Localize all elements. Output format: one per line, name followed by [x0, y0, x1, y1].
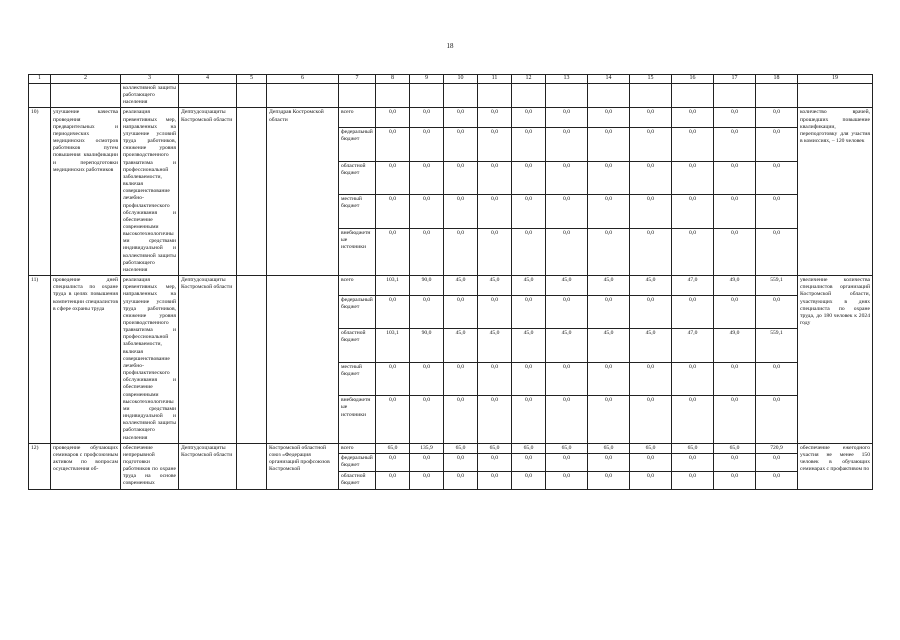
value-cell: 0,0 [376, 362, 410, 396]
value-cell: 65,0 [630, 443, 672, 453]
value-cell: 559,1 [756, 329, 798, 363]
value-cell: 0,0 [444, 396, 478, 443]
column-number: 15 [630, 75, 672, 84]
value-cell: 0,0 [630, 195, 672, 229]
column-number: 4 [179, 75, 237, 84]
value-cell: 0,0 [410, 362, 444, 396]
value-cell: 65,0 [546, 443, 588, 453]
funding-source: внебюджетные источники [339, 396, 376, 443]
value-cell: 45,0 [630, 329, 672, 363]
value-cell: 0,0 [478, 108, 512, 128]
value-cell: 65,0 [478, 443, 512, 453]
value-cell: 0,0 [714, 128, 756, 162]
value-cell: 0,0 [512, 161, 546, 195]
column-5 [237, 276, 267, 444]
expected-result: увеличение количества специалистов организаций Костромской области, участвующих в днях специалиста по охране труда, до 180 человек к 2024 году [798, 276, 873, 444]
column-number: 16 [672, 75, 714, 84]
funding-source: федеральный бюджет [339, 454, 376, 472]
value-cell: 0,0 [714, 161, 756, 195]
value-cell: 0,0 [630, 228, 672, 275]
value-cell: 0,0 [588, 295, 630, 329]
value-cell: 65,0 [714, 443, 756, 453]
page-number: 18 [446, 42, 454, 50]
value-cell: 0,0 [672, 161, 714, 195]
value-cell: 49,0 [714, 329, 756, 363]
participant [267, 276, 339, 444]
value-cell: 0,0 [672, 228, 714, 275]
funding-source: федеральный бюджет [339, 295, 376, 329]
value-cell: 0,0 [410, 471, 444, 489]
value-cell: 0,0 [478, 128, 512, 162]
funding-source: областной бюджет [339, 471, 376, 489]
value-cell: 0,0 [756, 362, 798, 396]
value-cell: 0,0 [410, 161, 444, 195]
column-number: 1 [29, 75, 51, 84]
value-cell: 0,0 [546, 161, 588, 195]
value-cell: 0,0 [714, 396, 756, 443]
value-cell: 0,0 [444, 454, 478, 472]
value-cell: 0,0 [444, 228, 478, 275]
value-cell: 0,0 [588, 161, 630, 195]
value-cell: 45,0 [588, 276, 630, 296]
funding-source: областной бюджет [339, 161, 376, 195]
column-number: 14 [588, 75, 630, 84]
value-cell: 0,0 [756, 295, 798, 329]
value-cell: 0,0 [588, 454, 630, 472]
value-cell: 0,0 [512, 396, 546, 443]
value-cell: 45,0 [512, 329, 546, 363]
row-number: 12) [29, 443, 51, 489]
value-cell: 0,0 [546, 195, 588, 229]
value-cell: 0,0 [410, 108, 444, 128]
value-cell: 0,0 [630, 471, 672, 489]
funding-source: областной бюджет [339, 329, 376, 363]
value-cell: 720,9 [756, 443, 798, 453]
responsible-executor: Депtrудсоцзащиты Костромской области [179, 108, 237, 276]
value-cell: 0,0 [376, 454, 410, 472]
activity-name: улучшение качества проведения предварительных и периодических медицинских осмотров работников путем повышения квалификации и переподготовки медицинских работников [51, 108, 121, 276]
activity-name: проведение обучающих семинаров с профсоюзным активом по вопросам осуществления об- [51, 443, 121, 489]
column-5 [237, 108, 267, 276]
responsible-executor: Депtrудсоцзащиты Костромской области [179, 443, 237, 489]
row-number: 10) [29, 108, 51, 276]
value-cell: 0,0 [512, 362, 546, 396]
value-cell: 135,9 [410, 443, 444, 453]
value-cell: 0,0 [672, 362, 714, 396]
value-cell: 0,0 [546, 454, 588, 472]
value-cell: 0,0 [376, 396, 410, 443]
column-number: 18 [756, 75, 798, 84]
value-cell: 0,0 [756, 454, 798, 472]
value-cell: 0,0 [444, 195, 478, 229]
value-cell: 0,0 [714, 108, 756, 128]
value-cell: 0,0 [546, 295, 588, 329]
value-cell: 0,0 [512, 108, 546, 128]
value-cell: 0,0 [756, 396, 798, 443]
value-cell: 0,0 [756, 128, 798, 162]
column-number: 9 [410, 75, 444, 84]
value-cell: 90,0 [410, 276, 444, 296]
program-table [28, 74, 873, 490]
value-cell: 0,0 [512, 128, 546, 162]
value-cell: 45,0 [444, 329, 478, 363]
expected-result: количество врачей, прошедших повышение квалификации, переподготовку для участия в комиссиях, – 120 человек [798, 108, 873, 276]
value-cell: 65,0 [376, 443, 410, 453]
value-cell: 0,0 [478, 195, 512, 229]
value-cell: 0,0 [588, 471, 630, 489]
value-cell: 0,0 [512, 471, 546, 489]
value-cell: 0,0 [410, 295, 444, 329]
value-cell: 0,0 [546, 228, 588, 275]
value-cell: 45,0 [478, 276, 512, 296]
value-cell: 0,0 [512, 454, 546, 472]
value-cell: 103,1 [376, 329, 410, 363]
value-cell: 0,0 [756, 161, 798, 195]
value-cell: 0,0 [478, 161, 512, 195]
value-cell: 0,0 [714, 471, 756, 489]
value-cell: 65,0 [444, 443, 478, 453]
funding-source: местный бюджет [339, 362, 376, 396]
column-number: 17 [714, 75, 756, 84]
value-cell: 0,0 [630, 108, 672, 128]
funding-source: местный бюджет [339, 195, 376, 229]
expected-result: обеспечение ежегодного участия не менее 150 человек в обучающих семинарах с профактивом по [798, 443, 873, 489]
value-cell: 0,0 [630, 454, 672, 472]
value-cell: 0,0 [512, 295, 546, 329]
value-cell: 0,0 [444, 362, 478, 396]
value-cell: 47,0 [672, 329, 714, 363]
value-cell: 0,0 [444, 471, 478, 489]
funding-source: всего [339, 276, 376, 296]
value-cell: 0,0 [546, 362, 588, 396]
activity-measure: реализация превентивных мер, направленных на улучшение условий труда работников, снижение уровня производственного травматизма и профессиональной заболеваемости, включая совершенствование лечебно-профилактического обслуживания и обеспечение современными высокотехнологичными средствами индивидуальной и коллективной защиты работающего населения [121, 276, 179, 444]
value-cell: 0,0 [376, 128, 410, 162]
row-number: 11) [29, 276, 51, 444]
column-number: 7 [339, 75, 376, 84]
value-cell: 0,0 [588, 362, 630, 396]
value-cell: 0,0 [588, 128, 630, 162]
value-cell: 0,0 [444, 161, 478, 195]
value-cell: 0,0 [410, 128, 444, 162]
value-cell: 45,0 [630, 276, 672, 296]
activity-name: проведение дней специалиста по охране труда в целях повышения компетенции специалистов в сфере охраны труда [51, 276, 121, 444]
column-number: 10 [444, 75, 478, 84]
column-number: 19 [798, 75, 873, 84]
value-cell: 0,0 [672, 454, 714, 472]
value-cell: 0,0 [672, 396, 714, 443]
column-number: 5 [237, 75, 267, 84]
value-cell: 0,0 [444, 108, 478, 128]
table-row [29, 443, 873, 453]
value-cell: 0,0 [546, 471, 588, 489]
value-cell: 45,0 [588, 329, 630, 363]
participant: Депздрав Костромской области [267, 108, 339, 276]
value-cell: 45,0 [546, 276, 588, 296]
value-cell: 0,0 [672, 108, 714, 128]
value-cell: 0,0 [756, 228, 798, 275]
funding-source: всего [339, 443, 376, 453]
value-cell: 65,0 [512, 443, 546, 453]
value-cell: 0,0 [756, 471, 798, 489]
value-cell: 0,0 [714, 454, 756, 472]
value-cell: 0,0 [672, 195, 714, 229]
value-cell: 0,0 [478, 362, 512, 396]
value-cell: 0,0 [756, 108, 798, 128]
value-cell: 45,0 [546, 329, 588, 363]
value-cell: 45,0 [444, 276, 478, 296]
value-cell: 0,0 [478, 396, 512, 443]
value-cell: 0,0 [630, 161, 672, 195]
value-cell: 0,0 [630, 396, 672, 443]
responsible-executor: Депtrудсоцзащиты Костромской области [179, 276, 237, 444]
value-cell: 0,0 [546, 128, 588, 162]
value-cell: 0,0 [714, 228, 756, 275]
value-cell: 103,1 [376, 276, 410, 296]
column-number: 8 [376, 75, 410, 84]
value-cell: 0,0 [376, 195, 410, 229]
value-cell: 0,0 [376, 161, 410, 195]
column-5 [237, 443, 267, 489]
value-cell: 0,0 [512, 228, 546, 275]
funding-source: всего [339, 108, 376, 128]
value-cell: 65,0 [588, 443, 630, 453]
value-cell: 0,0 [444, 128, 478, 162]
value-cell: 0,0 [630, 295, 672, 329]
value-cell: 0,0 [376, 228, 410, 275]
value-cell: 0,0 [672, 471, 714, 489]
value-cell: 47,0 [672, 276, 714, 296]
value-cell: 0,0 [588, 195, 630, 229]
value-cell: 0,0 [588, 396, 630, 443]
column-number: 6 [267, 75, 339, 84]
activity-measure: обеспечение непрерывной подготовки работников по охране труда на основе современных [121, 443, 179, 489]
value-cell: 0,0 [714, 195, 756, 229]
column-number: 3 [121, 75, 179, 84]
table-row [29, 108, 873, 128]
value-cell: 0,0 [376, 471, 410, 489]
continuation-row [29, 84, 873, 108]
continuation-text: коллективной защиты работающего населения [121, 84, 179, 108]
value-cell: 0,0 [410, 195, 444, 229]
value-cell: 0,0 [714, 295, 756, 329]
value-cell: 0,0 [376, 295, 410, 329]
column-number: 13 [546, 75, 588, 84]
value-cell: 559,1 [756, 276, 798, 296]
value-cell: 0,0 [478, 454, 512, 472]
value-cell: 45,0 [478, 329, 512, 363]
value-cell: 0,0 [630, 362, 672, 396]
table-row [29, 276, 873, 296]
value-cell: 0,0 [512, 195, 546, 229]
column-number-row [29, 75, 873, 84]
value-cell: 49,0 [714, 276, 756, 296]
value-cell: 0,0 [588, 228, 630, 275]
value-cell: 0,0 [410, 228, 444, 275]
participant: Костромской областной союз «Федерация организаций профсоюзов Костромской [267, 443, 339, 489]
value-cell: 0,0 [478, 471, 512, 489]
column-number: 11 [478, 75, 512, 84]
value-cell: 65,0 [672, 443, 714, 453]
value-cell: 0,0 [410, 454, 444, 472]
value-cell: 0,0 [478, 228, 512, 275]
activity-measure: реализация превентивных мер, направленных на улучшение условий труда работников, снижение уровня производственного травматизма и профессиональной заболеваемости, включая совершенствование лечебно-профилактического обслуживания и обеспечение современными высокотехнологичными средствами индивидуальной и коллективной защиты работающего населения [121, 108, 179, 276]
value-cell: 45,0 [512, 276, 546, 296]
value-cell: 0,0 [444, 295, 478, 329]
value-cell: 90,0 [410, 329, 444, 363]
value-cell: 0,0 [630, 128, 672, 162]
column-number: 2 [51, 75, 121, 84]
value-cell: 0,0 [756, 195, 798, 229]
value-cell: 0,0 [588, 108, 630, 128]
value-cell: 0,0 [546, 108, 588, 128]
funding-source: федеральный бюджет [339, 128, 376, 162]
table-body [29, 75, 873, 490]
value-cell: 0,0 [714, 362, 756, 396]
funding-source: внебюджетные источники [339, 228, 376, 275]
value-cell: 0,0 [546, 396, 588, 443]
value-cell: 0,0 [478, 295, 512, 329]
column-number: 12 [512, 75, 546, 84]
value-cell: 0,0 [672, 128, 714, 162]
value-cell: 0,0 [672, 295, 714, 329]
value-cell: 0,0 [410, 396, 444, 443]
value-cell: 0,0 [376, 108, 410, 128]
